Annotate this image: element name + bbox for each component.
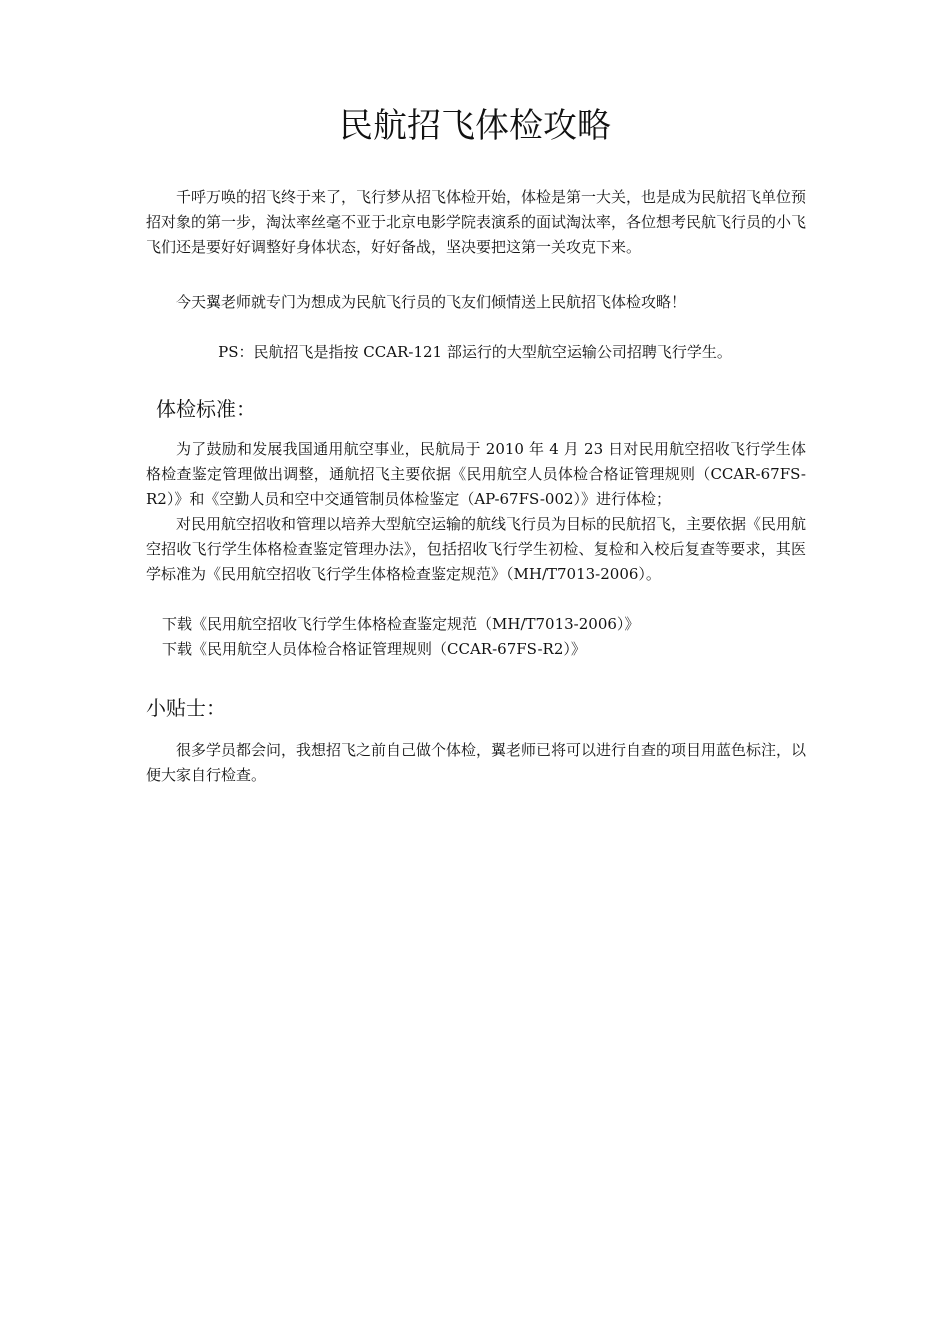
standards-paragraph-2: 对民用航空招收和管理以培养大型航空运输的航线飞行员为目标的民航招飞，主要依据《民用航空招收飞行学生体格检查鉴定管理办法》，包括招收飞行学生初检、复检和入校后复查等要求，其医学标准为《民用航空招收飞行学生体格检查鉴定规范》（MH/T7013-2006）。 [146,515,807,583]
ps-note: PS：民航招飞是指按 CCAR-121 部运行的大型航空运输公司招聘飞行学生。 [218,343,732,361]
intro-paragraph-2: 今天翼老师就专门为想成为民航飞行员的飞友们倾情送上民航招飞体检攻略！ [176,293,687,311]
download-link-mh-t7013[interactable]: 下载《民用航空招收飞行学生体格检查鉴定规范（MH/T7013-2006）》 [162,615,640,633]
document-title: 民航招飞体检攻略 [339,106,611,146]
tips-paragraph: 很多学员都会问，我想招飞之前自己做个体检，翼老师已将可以进行自查的项目用蓝色标注，以便大家自行检查。 [146,741,807,784]
standards-heading: 体检标准： [156,397,256,421]
download-link-ccar-67fs-r2[interactable]: 下载《民用航空人员体检合格证管理规则（CCAR-67FS-R2）》 [162,640,586,658]
tips-heading: 小贴士： [146,696,226,720]
intro-paragraph: 千呼万唤的招飞终于来了，飞行梦从招飞体检开始，体检是第一大关，也是成为民航招飞单位预招对象的第一步，淘汰率丝毫不亚于北京电影学院表演系的面试淘汰率，各位想考民航飞行员的小飞飞们还是要好好调整好身体状态，好好备战，坚决要把这第一关攻克下来。 [146,188,807,256]
standards-paragraph: 为了鼓励和发展我国通用航空事业，民航局于 2010 年 4 月 23 日对民用航空招收飞行学生体格检查鉴定管理做出调整，通航招飞主要依据《民用航空人员体检合格证管理规则（CCAR-67FS-R2）》和《空勤人员和空中交通管制员体检鉴定（AP-67FS-002）》进行体检； [146,440,806,508]
